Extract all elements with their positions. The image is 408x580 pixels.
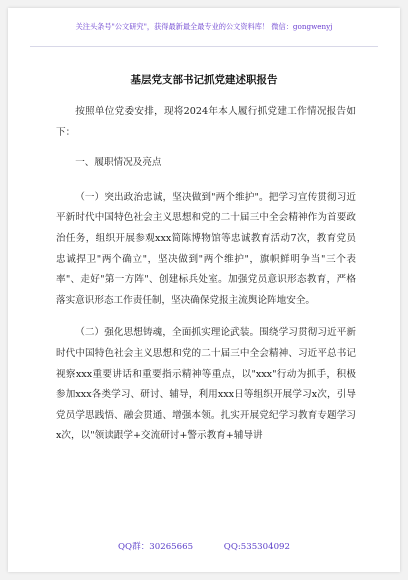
header-promo: 关注头条号"公文研究"，获得最新最全最专业的公文资料库！ 微信：gongwenyj bbox=[75, 22, 333, 31]
footer-qq-number: QQ:535304092 bbox=[223, 542, 290, 552]
body-paragraph: （一）突出政治忠诚，坚决做到"两个维护"。把学习宣传贯彻习近平新时代中国特色社会主义思想和党的二十届三中全会精神作为首要政治任务，组织开展参观xxx简陈博物馆等忠诚教育活动7次，教育党员忠诚捍卫"两个确立"，坚决做到"两个维护"，旗帜鲜明争当"三个表率"、走好"第一方阵"、创建标兵处室。加强党员意识形态教育，严格落实意识形态工作责任制，坚决确保党报主流舆论阵地安全。 bbox=[56, 191, 356, 306]
header-divider bbox=[30, 46, 378, 47]
footer-qq-group: QQ群：30265665 bbox=[118, 542, 194, 552]
document-page bbox=[8, 8, 400, 572]
section-heading: 一、履职情况及亮点 bbox=[75, 157, 162, 169]
page-title: 基层党支部书记抓党建述职报告 bbox=[130, 74, 278, 86]
footer-contact bbox=[8, 540, 400, 552]
document-body bbox=[56, 102, 356, 459]
intro-paragraph: 按照单位党委安排，现将2024年本人履行抓党建工作情况报告如下： bbox=[56, 106, 356, 138]
body-paragraph: （二）强化思想铸魂，全面抓实理论武装。围绕学习贯彻习近平新时代中国特色社会主义思想和党的二十届三中全会精神、习近平总书记视察xxx重要讲话和重要指示精神等重点，以"xxx"行动为抓手，积极参加xxx各类学习、研讨、辅导，利用xxx日等组织开展学习x次，引导党员学思践悟、融会贯通、增强本领。扎实开展党纪学习教育专题学习x次，以"领读跟学+交流研讨+警示教育+辅导讲 bbox=[56, 327, 356, 442]
